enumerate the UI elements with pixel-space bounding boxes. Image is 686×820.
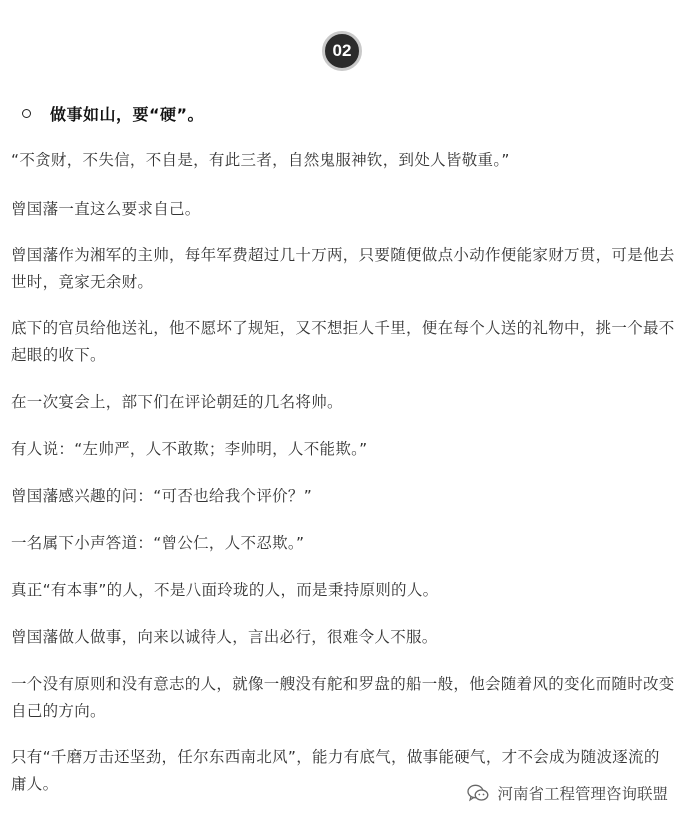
paragraph: 只有“千磨万击还坚劲，任尔东西南北风”，能力有底气，做事能硬气，才不会成为随波逐流的庸人。 xyxy=(11,748,660,793)
paragraph: 真正“有本事”的人，不是八面玲珑的人，而是秉持原则的人。 xyxy=(11,581,439,599)
section-heading xyxy=(20,101,204,125)
paragraph: 曾国藩一直这么要求自己。 xyxy=(11,200,201,218)
paragraph: 一名属下小声答道：“曾公仁，人不忍欺。” xyxy=(11,534,305,552)
paragraph: 在一次宴会上，部下们在评论朝廷的几名将帅。 xyxy=(11,393,343,411)
paragraph: 曾国藩作为湘军的主帅，每年军费超过几十万两，只要随便做点小动作便能家财万贯，可是他去世时，竟家无余财。 xyxy=(11,246,675,291)
paragraph: 有人说：“左帅严，人不敢欺；李帅明，人不能欺。” xyxy=(11,440,368,458)
section-heading-text: 做事如山，要“硬”。 xyxy=(50,104,205,124)
paragraph: 曾国藩感兴趣的问：“可否也给我个评价？” xyxy=(11,487,313,505)
section-number-badge: 02 xyxy=(322,31,362,71)
wechat-icon xyxy=(467,784,489,802)
watermark-text: 河南省工程管理咨询联盟 xyxy=(497,785,668,803)
hollow-bullet-icon xyxy=(22,109,31,118)
paragraph: 一个没有原则和没有意志的人，就像一艘没有舵和罗盘的船一般，他会随着风的变化而随时改变自己的方向。 xyxy=(11,675,675,720)
watermark xyxy=(467,782,668,804)
paragraph: “不贪财，不失信，不自是，有此三者，自然鬼服神钦，到处人皆敬重。” xyxy=(11,151,510,169)
paragraph: 曾国藩做人做事，向来以诚待人，言出必行，很难令人不服。 xyxy=(11,628,438,646)
paragraph: 底下的官员给他送礼，他不愿坏了规矩，又不想拒人千里，便在每个人送的礼物中，挑一个最不起眼的收下。 xyxy=(11,319,675,364)
